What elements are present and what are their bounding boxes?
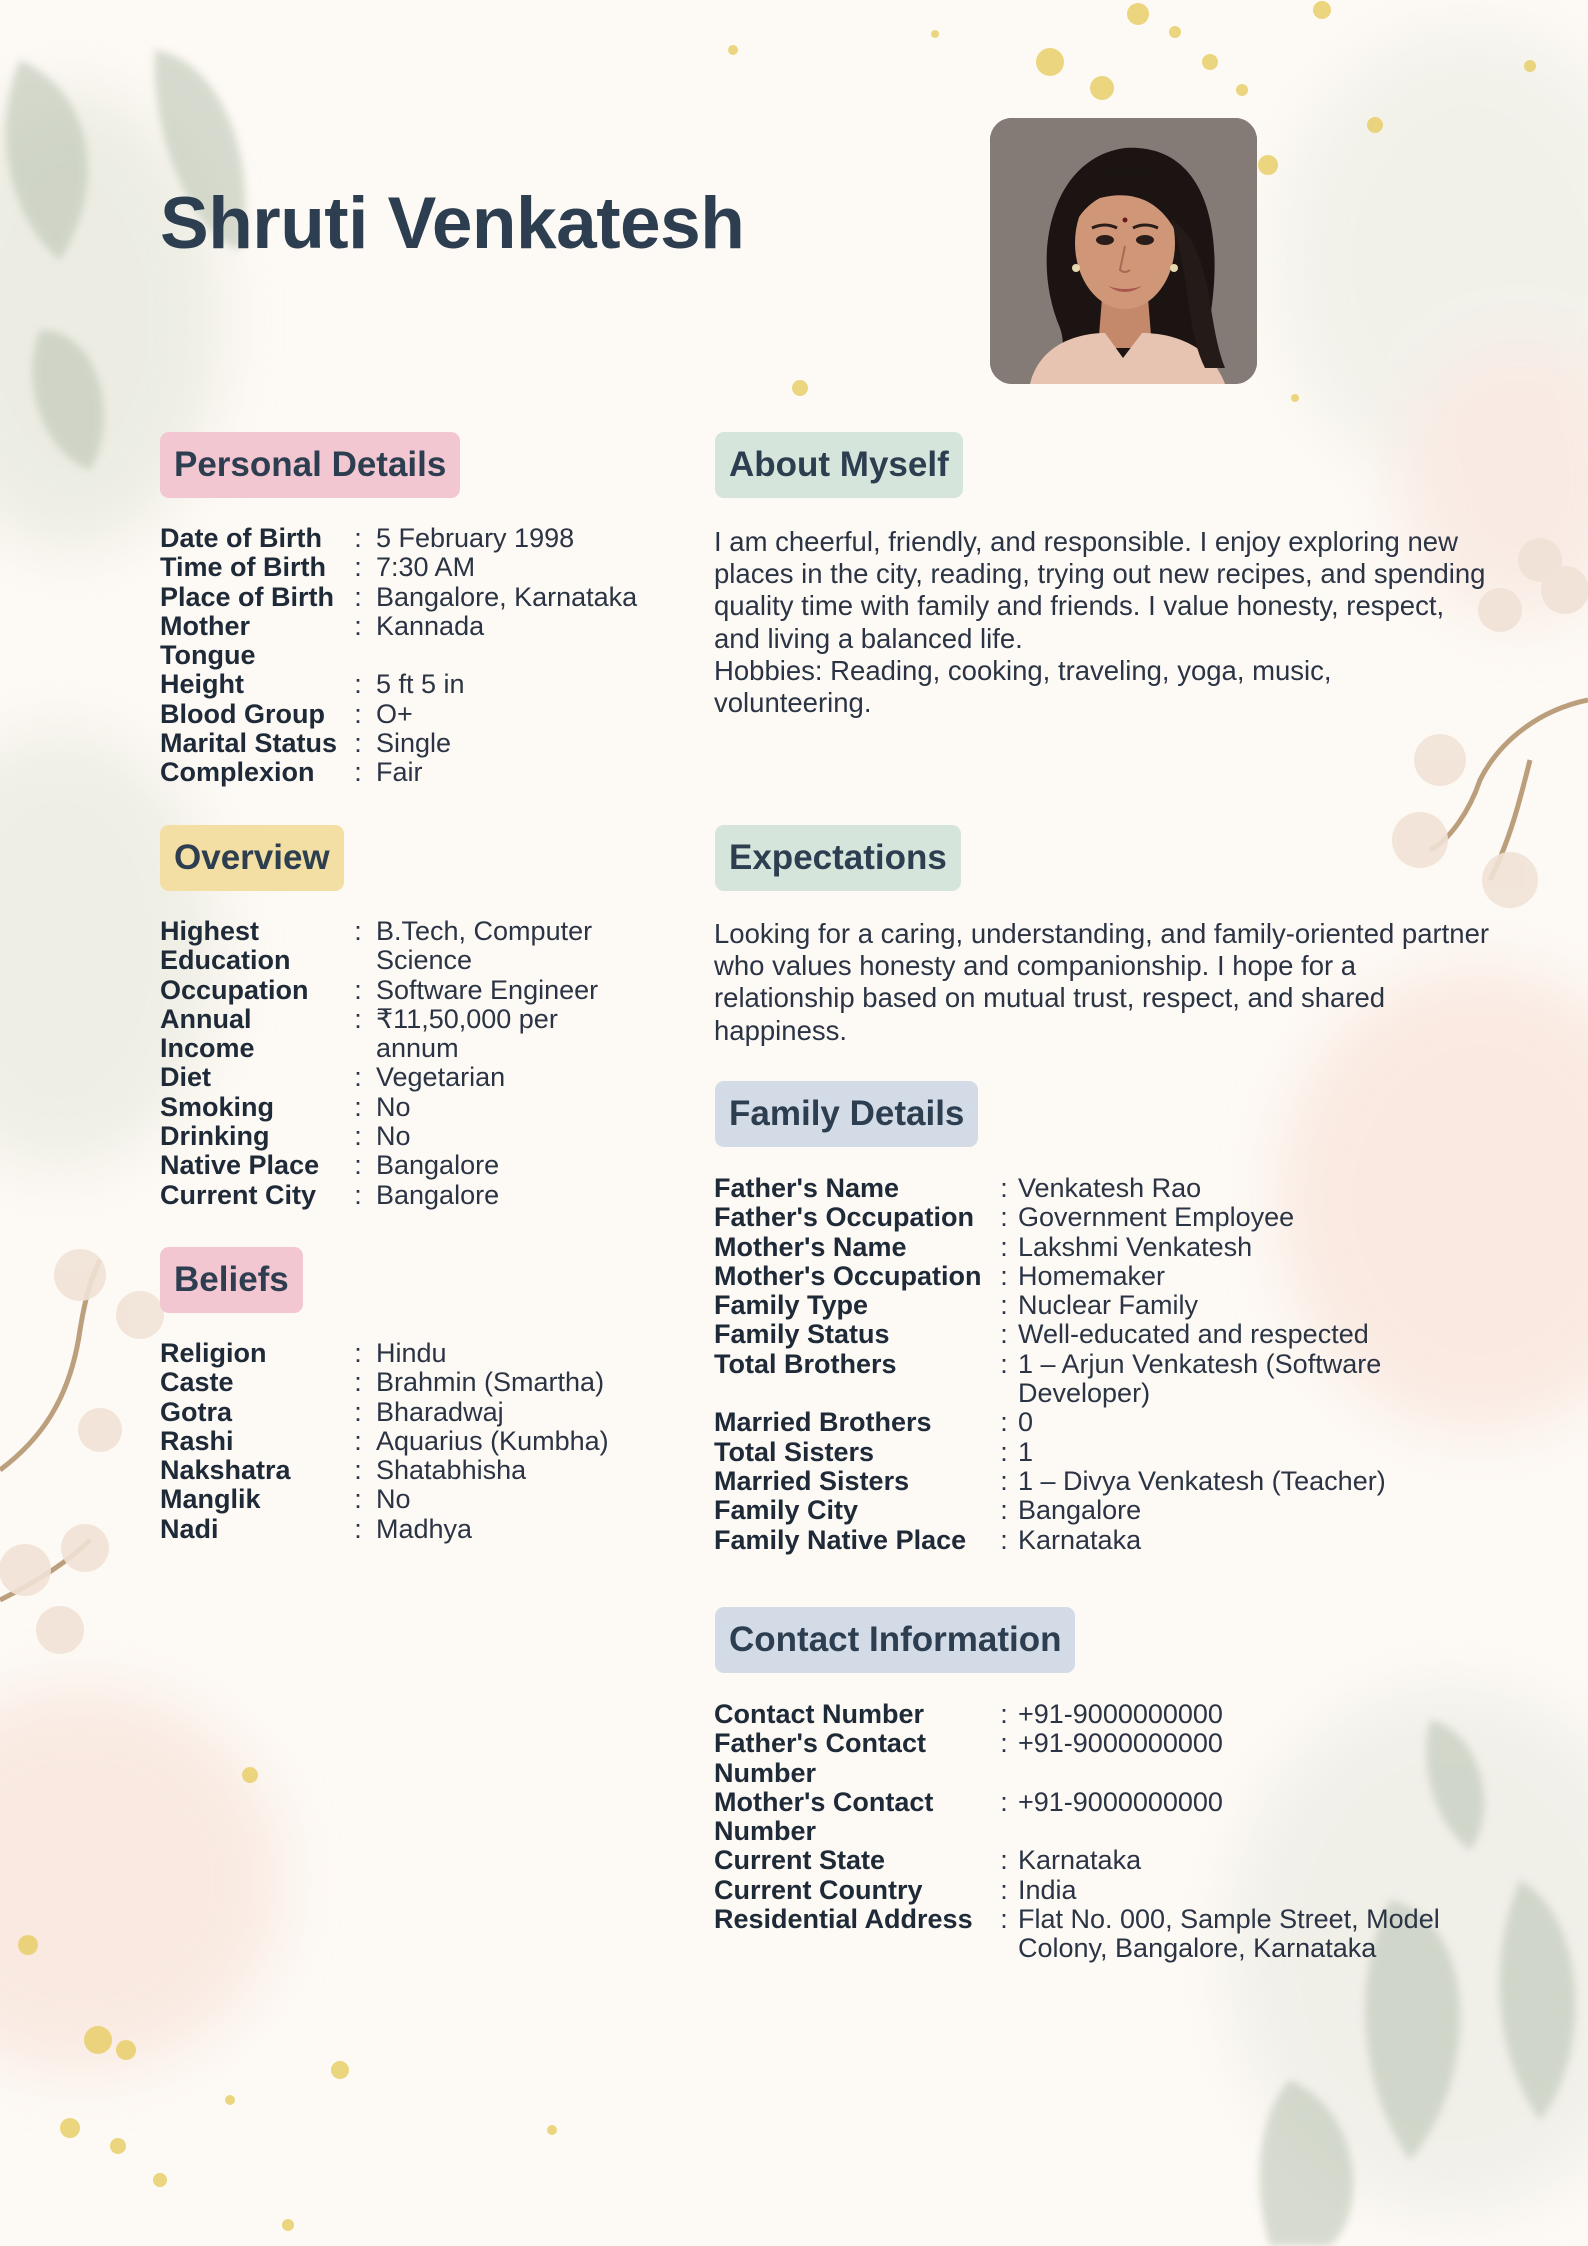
field-label: Married Sisters	[714, 1465, 910, 1496]
field-separator: :	[1000, 1319, 1008, 1350]
field-value: Bharadwaj	[376, 1396, 504, 1427]
field-value: Fair	[376, 757, 423, 788]
field-separator: :	[1000, 1173, 1008, 1203]
field-separator: :	[354, 728, 362, 759]
field-separator: :	[1000, 1407, 1008, 1438]
field-separator: :	[354, 669, 362, 700]
section-title-beliefs: Beliefs	[160, 1247, 303, 1313]
field-separator: :	[354, 1121, 362, 1152]
field-value: Bangalore, Karnataka	[376, 581, 638, 612]
field-value: Venkatesh Rao	[1018, 1173, 1202, 1203]
field-label: Annual Income	[160, 1003, 255, 1064]
about-hobbies: Hobbies: Reading, cooking, traveling, yoga, music, volunteering.	[714, 654, 1332, 719]
field-value: +91-9000000000	[1018, 1786, 1223, 1817]
about-text-block	[714, 526, 1492, 719]
field-separator: :	[1000, 1231, 1008, 1262]
overview-list	[160, 917, 620, 1210]
field-value: Homemaker	[1018, 1260, 1166, 1291]
family-row	[714, 1203, 1438, 1232]
field-value: Kannada	[376, 610, 485, 641]
field-value: 1	[1018, 1436, 1034, 1467]
overview-row	[160, 1181, 620, 1210]
field-separator: :	[1000, 1202, 1008, 1233]
overview-row	[160, 1122, 620, 1151]
field-separator: :	[354, 1513, 362, 1544]
field-value: Software Engineer	[376, 974, 599, 1005]
field-label: Father's Occupation	[714, 1202, 974, 1233]
field-value: Bangalore	[376, 1150, 500, 1181]
field-label: Residential Address	[714, 1904, 973, 1935]
field-value: 0	[1018, 1407, 1034, 1438]
field-value: +91-9000000000	[1018, 1728, 1223, 1759]
field-separator: :	[354, 698, 362, 729]
profile-name: Shruti Venkatesh	[160, 183, 745, 264]
field-value: No	[376, 1091, 411, 1122]
personal-row	[160, 758, 660, 787]
family-row	[714, 1291, 1438, 1320]
field-label: Time of Birth	[160, 552, 327, 583]
field-separator: :	[354, 552, 362, 583]
contact-row	[714, 1788, 1478, 1847]
overview-row	[160, 1005, 620, 1064]
field-separator: :	[1000, 1495, 1008, 1526]
section-title-expectations: Expectations	[715, 825, 961, 891]
field-label: Rashi	[160, 1425, 234, 1456]
family-row	[714, 1262, 1438, 1291]
personal-row	[160, 729, 660, 758]
field-label: Gotra	[160, 1396, 233, 1427]
family-row	[714, 1467, 1438, 1496]
family-row	[714, 1408, 1438, 1437]
field-separator: :	[1000, 1436, 1008, 1467]
contact-row	[714, 1846, 1478, 1875]
family-row	[714, 1526, 1438, 1555]
family-row	[714, 1438, 1438, 1467]
contact-information-list	[714, 1700, 1478, 1964]
field-separator: :	[354, 757, 362, 788]
personal-row	[160, 700, 660, 729]
field-separator: :	[354, 610, 362, 641]
field-value: Shatabhisha	[376, 1455, 527, 1486]
contact-row	[714, 1905, 1478, 1964]
field-label: Blood Group	[160, 698, 325, 729]
field-separator: :	[354, 916, 362, 946]
field-label: Current City	[160, 1179, 317, 1210]
field-separator: :	[354, 523, 362, 553]
field-separator: :	[354, 1091, 362, 1122]
field-value: Aquarius (Kumbha)	[376, 1425, 609, 1456]
field-label: Married Brothers	[714, 1407, 932, 1438]
personal-row	[160, 524, 660, 553]
beliefs-row	[160, 1515, 660, 1544]
field-label: Mother's Occupation	[714, 1260, 982, 1291]
field-separator: :	[1000, 1904, 1008, 1935]
field-label: Nakshatra	[160, 1455, 291, 1486]
section-title-about-myself: About Myself	[715, 432, 963, 498]
family-row	[714, 1496, 1438, 1525]
field-label: Current State	[714, 1845, 886, 1876]
section-title-contact-information: Contact Information	[715, 1607, 1075, 1673]
field-value: No	[376, 1121, 411, 1152]
field-label: Native Place	[160, 1150, 320, 1181]
field-value: Nuclear Family	[1018, 1290, 1199, 1321]
field-separator: :	[1000, 1845, 1008, 1876]
contact-row	[714, 1700, 1478, 1729]
overview-row	[160, 1063, 620, 1092]
field-value: Lakshmi Venkatesh	[1018, 1231, 1253, 1262]
field-label: Occupation	[160, 974, 309, 1005]
field-label: Date of Birth	[160, 523, 322, 553]
field-separator: :	[354, 1484, 362, 1515]
profile-photo	[990, 118, 1257, 384]
field-label: Complexion	[160, 757, 315, 788]
field-label: Smoking	[160, 1091, 275, 1122]
field-separator: :	[1000, 1290, 1008, 1321]
field-label: Diet	[160, 1062, 212, 1093]
field-label: Total Sisters	[714, 1436, 875, 1467]
field-label: Height	[160, 669, 244, 700]
field-separator: :	[354, 1396, 362, 1427]
family-row	[714, 1350, 1438, 1409]
field-separator: :	[1000, 1260, 1008, 1291]
field-separator: :	[1000, 1524, 1008, 1555]
field-separator: :	[1000, 1348, 1008, 1379]
section-title-overview: Overview	[160, 825, 344, 891]
beliefs-row	[160, 1485, 660, 1514]
beliefs-list	[160, 1339, 660, 1544]
personal-row	[160, 553, 660, 582]
field-value: Karnataka	[1018, 1524, 1142, 1555]
field-separator: :	[354, 581, 362, 612]
field-label: Father's Name	[714, 1173, 899, 1203]
personal-details-list	[160, 524, 660, 788]
overview-row	[160, 976, 620, 1005]
field-separator: :	[1000, 1699, 1008, 1729]
field-label: Place of Birth	[160, 581, 335, 612]
field-label: Total Brothers	[714, 1348, 897, 1379]
field-value: 1 – Divya Venkatesh (Teacher)	[1018, 1465, 1386, 1496]
field-separator: :	[354, 1179, 362, 1210]
field-label: Mother's Contact Number	[714, 1786, 934, 1847]
field-value: B.Tech, Computer Science	[376, 916, 593, 976]
field-label: Marital Status	[160, 728, 338, 759]
field-label: Current Country	[714, 1874, 923, 1905]
family-row	[714, 1320, 1438, 1349]
field-value: Brahmin (Smartha)	[376, 1367, 605, 1398]
field-separator: :	[1000, 1465, 1008, 1496]
field-value: ₹11,50,000 per annum	[376, 1003, 558, 1064]
field-value: No	[376, 1484, 411, 1515]
field-separator: :	[354, 1062, 362, 1093]
family-row	[714, 1233, 1438, 1262]
field-separator: :	[354, 1367, 362, 1398]
beliefs-row	[160, 1456, 660, 1485]
personal-row	[160, 583, 660, 612]
field-label: Mother Tongue	[160, 610, 256, 671]
field-separator: :	[354, 1150, 362, 1181]
section-title-family-details: Family Details	[715, 1081, 978, 1147]
overview-row	[160, 917, 620, 976]
field-value: Hindu	[376, 1338, 447, 1368]
field-value: 5 February 1998	[376, 523, 575, 553]
field-label: Manglik	[160, 1484, 261, 1515]
beliefs-row	[160, 1368, 660, 1397]
field-label: Highest Education	[160, 916, 291, 976]
field-label: Nadi	[160, 1513, 219, 1544]
field-value: India	[1018, 1874, 1077, 1905]
field-value: Well-educated and respected	[1018, 1319, 1369, 1350]
field-label: Drinking	[160, 1121, 270, 1152]
field-label: Family Type	[714, 1290, 869, 1321]
field-separator: :	[354, 974, 362, 1005]
field-separator: :	[1000, 1728, 1008, 1759]
overview-row	[160, 1151, 620, 1180]
field-separator: :	[354, 1455, 362, 1486]
field-value: Bangalore	[376, 1179, 500, 1210]
field-value: Flat No. 000, Sample Street, Model Colony, Bangalore, Karnataka	[1018, 1904, 1440, 1964]
field-separator: :	[1000, 1786, 1008, 1817]
about-text: I am cheerful, friendly, and responsible. I enjoy exploring new places in the city, reading, trying out new recipes, and spending quality time with family and friends. I value honesty, respect, and living a balanced life.	[714, 526, 1486, 654]
beliefs-row	[160, 1339, 660, 1368]
field-value: Bangalore	[1018, 1495, 1142, 1526]
expectations-text: Looking for a caring, understanding, and family-oriented partner who values honesty and companionship. I hope for a relationship based on mutual trust, respect, and shared happiness.	[714, 918, 1490, 1046]
field-separator: :	[354, 1425, 362, 1456]
field-label: Religion	[160, 1338, 267, 1368]
field-value: Vegetarian	[376, 1062, 506, 1093]
field-separator: :	[354, 1338, 362, 1368]
field-label: Father's Contact Number	[714, 1728, 926, 1788]
field-label: Mother's Name	[714, 1231, 907, 1262]
field-value: 1 – Arjun Venkatesh (Software Developer)	[1018, 1348, 1382, 1409]
family-details-list	[714, 1174, 1438, 1555]
field-value: O+	[376, 698, 413, 729]
personal-row	[160, 670, 660, 699]
field-value: Madhya	[376, 1513, 473, 1544]
field-value: 5 ft 5 in	[376, 669, 465, 700]
family-row	[714, 1174, 1438, 1203]
section-title-personal-details: Personal Details	[160, 432, 460, 498]
field-separator: :	[354, 1003, 362, 1034]
overview-row	[160, 1093, 620, 1122]
field-label: Caste	[160, 1367, 234, 1398]
personal-row	[160, 612, 660, 671]
field-label: Contact Number	[714, 1699, 925, 1729]
portrait-illustration	[990, 118, 1257, 384]
beliefs-row	[160, 1398, 660, 1427]
field-separator: :	[1000, 1874, 1008, 1905]
field-label: Family Status	[714, 1319, 890, 1350]
beliefs-row	[160, 1427, 660, 1456]
field-label: Family Native Place	[714, 1524, 967, 1555]
field-value: Government Employee	[1018, 1202, 1295, 1233]
field-value: Single	[376, 728, 452, 759]
field-value: +91-9000000000	[1018, 1699, 1223, 1729]
field-label: Family City	[714, 1495, 859, 1526]
field-value: Karnataka	[1018, 1845, 1142, 1876]
contact-row	[714, 1876, 1478, 1905]
field-value: 7:30 AM	[376, 552, 476, 583]
contact-row	[714, 1729, 1478, 1788]
